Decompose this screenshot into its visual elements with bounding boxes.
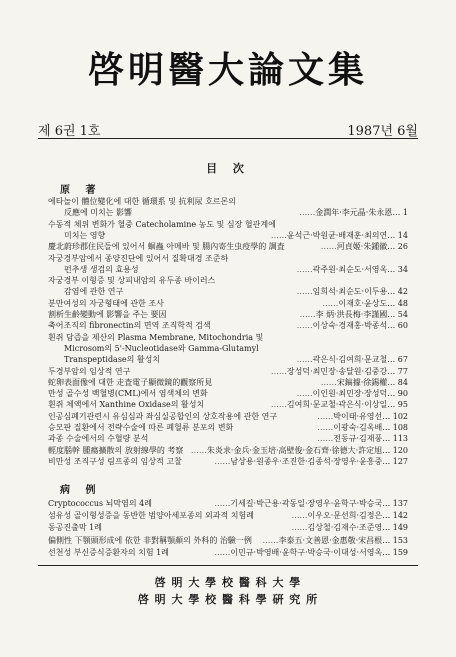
- toc-entry: [48, 230, 408, 241]
- leader-dots: ……: [270, 366, 287, 376]
- toc-entry: [48, 196, 408, 207]
- toc-entry-title: 흰쥐 체액에서 Xanthine Oxidase의 활성치: [48, 400, 205, 410]
- toc-entry: [48, 298, 408, 309]
- toc-entry-authors: 김상철·김재수·조준영: [307, 523, 383, 533]
- toc-entry: [48, 309, 408, 320]
- toc-entry-page: … 142: [382, 511, 408, 521]
- toc-entry-authors: 장성덕·최민장·송달원·김중강: [286, 366, 388, 376]
- toc-entry-page: … 67: [387, 355, 408, 365]
- toc-entry: [48, 445, 408, 456]
- leader-dots: ……: [296, 321, 313, 331]
- toc-entry-title: 割析生齡變動에 影響을 주는 要因: [48, 310, 167, 319]
- toc-entry-page: … 153: [382, 535, 408, 545]
- toc-entry: [48, 219, 408, 230]
- leader-dots: ……: [214, 499, 231, 508]
- toc-entry-title: 선천성 부신증식증환자의 치험 1례: [48, 547, 169, 557]
- toc-entry-authors: 이재호·윤상도: [338, 298, 388, 308]
- leader-dots: ……: [320, 377, 337, 387]
- toc-heading: 目 次: [206, 162, 250, 175]
- toc-entry-title: Cryptococcus 뇌막염의 4례: [48, 499, 152, 508]
- issue-volume: 제 6권 1호: [38, 124, 101, 139]
- toc-entry-title: 자궁경부 이형증 및 상피내암의 유두종 바이러스: [48, 276, 216, 286]
- bottom-rule: [38, 565, 418, 566]
- toc-entry-title: 인공심폐기관련시 유심심과 좌심실공합인의 상호작용에 관한 연구: [48, 411, 278, 421]
- toc-entry-title: 축어조직의 fibronectin의 면역 조직학적 검색: [48, 321, 211, 331]
- toc-entry-page: … 26: [387, 242, 408, 252]
- toc-entry-authors: 이상숙·경재홍·박종석: [312, 321, 388, 331]
- toc-entry-authors: 李泰五·文善恩·金惠敬·宋昌根: [278, 535, 383, 545]
- leader-dots: ……: [317, 411, 334, 421]
- toc-entry-page: … 95: [387, 400, 408, 410]
- leader-dots: ……: [291, 511, 308, 521]
- toc-entry: [48, 377, 408, 388]
- toc-entry-title: 에타놀이 體位變化에 대한 循環系 및 抗利尿 호르몬의: [48, 197, 236, 206]
- toc-entry-authors: 기세길·박근용·곽동일·장영우·윤학구·박승국: [230, 499, 383, 508]
- toc-entry: [48, 510, 408, 521]
- toc-entry: [48, 388, 408, 399]
- toc-entry: [48, 332, 408, 343]
- toc-entry-title: 偏側性 下顎頭形成에 依한 非對稱顎顏의 外科的 治驗一例: [48, 535, 252, 545]
- toc-entry-page: … 108: [382, 423, 408, 432]
- toc-entry: [48, 535, 408, 546]
- toc-entry-page: … 34: [387, 264, 408, 274]
- toc-entry-page: … 54: [387, 310, 408, 319]
- publisher-line-2: 啓 明 大 學 校 醫 科 學 硏 究 所: [137, 593, 319, 606]
- leader-dots: ……: [270, 400, 287, 410]
- toc-entry: [48, 411, 408, 422]
- issue-date: 1987년 6월: [347, 124, 418, 139]
- toc-entry-page: … 159: [382, 547, 408, 557]
- toc-entry: [48, 264, 408, 275]
- toc-entry-title: Microsom의 5'-Nucleotidase와 Gamma-Glutamyl: [64, 343, 259, 353]
- toc-entry: [48, 354, 408, 365]
- toc-entry-title: 輕度腦幹 腫瘍擴散의 放射線學的 考察: [48, 445, 184, 455]
- toc-entry: [48, 547, 408, 558]
- toc-entry-authors: 이인원·최민장·장성덕: [312, 389, 388, 399]
- toc-entry-page: … 149: [382, 523, 408, 533]
- toc-entry-authors: 朱炎求·金兵·金玉培·高壁俊·金石齊·徐德大·許定旭: [206, 445, 383, 455]
- toc-entry-authors: 남상용·원종우·조진한·김종석·장영우·윤흥중: [230, 456, 383, 466]
- toc-entry-title: Transpeptidase의 활성치: [64, 355, 161, 365]
- toc-entry-page: … 137: [382, 499, 408, 508]
- toc-entry-authors: 李 炳·洪長梅·李謹國: [315, 310, 388, 319]
- toc-entry-title: 과종 수술에서의 수혈량 분석: [48, 434, 149, 444]
- toc-entry-title: 분만여성의 자궁형태에 관한 조사: [48, 298, 164, 308]
- toc-entry-page: … 90: [387, 389, 408, 399]
- leader-dots: ……: [262, 535, 279, 545]
- toc-entry-page: … 14: [387, 230, 408, 240]
- journal-title: 啓明醫大論文集: [87, 50, 368, 91]
- section-originals-label: 原 著: [60, 185, 102, 196]
- toc-entry-page: … 102: [382, 411, 408, 421]
- toc-entry-page: … 77: [387, 366, 408, 376]
- toc-entry-authors: 宋鎬據·徐錫權: [336, 377, 388, 387]
- leader-dots: ……: [317, 434, 334, 444]
- toc-entry-title: 승모판 질환에서 전략수술에 따른 폐혈류 분포의 변화: [48, 423, 234, 432]
- leader-dots: ……: [296, 355, 313, 365]
- leader-dots: ……: [322, 298, 339, 308]
- toc-entry: [48, 422, 408, 433]
- toc-entry-title: 두경부암의 임상적 연구: [48, 366, 131, 376]
- toc-entry-authors: 윤석근·박원균·배재훈·최의연: [286, 230, 388, 240]
- toc-entry: [48, 253, 408, 264]
- toc-entry-title: 蛇卵表面像에 대한 走査電子顯微鏡的觀察所見: [48, 377, 213, 387]
- toc-entry: [48, 286, 408, 297]
- toc-entry-authors: 이민규·박영배·윤학구·박승국·이대성·서영옥: [230, 547, 383, 557]
- toc-entry-title: 慶北蔚珍郡住民들에 있어서 蛔蟲 아메바 및 腸內寄生虫疫學的 調査: [48, 242, 285, 252]
- toc-entry: [48, 522, 408, 533]
- toc-entry-title: 자궁경부암에서 종양진단에 있어서 질확대경 조준하: [48, 253, 229, 263]
- toc-entry-authors: 곽은식·김여희·문교철: [312, 355, 388, 365]
- toc-entry-page: … 120: [382, 445, 408, 455]
- leader-dots: ……: [214, 547, 231, 557]
- toc-entry-page: … 113: [382, 434, 408, 444]
- toc-entry: [48, 275, 408, 286]
- toc-entry: [48, 433, 408, 444]
- toc-entry-title: 비만성 조직구성 림프종의 임상적 고찰: [48, 456, 182, 466]
- top-rule: [38, 138, 418, 139]
- toc-entry: [48, 498, 408, 509]
- toc-entry-title: 흰쥐 담즙을 제산의 Plasma Membrane, Mitochondria 및: [48, 332, 264, 342]
- toc-entry-authors: 河貞姬·朱鍾徽: [336, 242, 388, 252]
- issue-row: [38, 120, 418, 139]
- leader-dots: ……: [296, 287, 313, 297]
- toc-entry-authors: 전동규·김재풍: [333, 434, 383, 444]
- leader-dots: ……: [317, 423, 334, 432]
- toc-entry-page: … 60: [387, 321, 408, 331]
- toc-entry-title: 미치는 영향: [64, 230, 106, 240]
- toc-entry-authors: 임희석·최순도·이두용: [312, 287, 388, 297]
- leader-dots: ……: [291, 523, 308, 533]
- toc-entry-title: 동공진출막 1례: [48, 523, 103, 533]
- toc-entry-title: 反應에 미치는 影響: [64, 208, 132, 218]
- toc-entry-page: … 1: [392, 208, 408, 218]
- leader-dots: ……: [299, 310, 316, 319]
- leader-dots: ……: [190, 445, 207, 455]
- section-cases-label: 病 例: [60, 485, 102, 496]
- publisher-line-1: 啓 明 大 學 校 醫 科 大 學: [154, 576, 302, 589]
- toc-entry-page: … 42: [387, 287, 408, 297]
- leader-dots: ……: [320, 242, 337, 252]
- leader-dots: ……: [296, 264, 313, 274]
- toc-entry-authors: 김여희·문교철·곽은식·이상일: [286, 400, 388, 410]
- toc-entry-title: 만성 골수성 백혈병(CML)에서 염색체의 변화: [48, 389, 208, 399]
- toc-entry: [48, 241, 408, 252]
- toc-entry: [48, 207, 408, 218]
- toc-entry-title: 감염에 관한 연구: [64, 287, 124, 297]
- toc-entry-page: … 127: [382, 456, 408, 466]
- toc-entry-authors: 이우오·문선희·김정은: [307, 511, 383, 521]
- toc-entry-authors: 金潤年·李元晶·朱永恩: [315, 208, 393, 218]
- leader-dots: ……: [214, 456, 231, 466]
- toc-entry-authors: 박이태·유영선: [333, 411, 383, 421]
- toc-entry-title: 섬유성 골이형성증을 동반한 범양아세포종의 외과적 치험례: [48, 511, 254, 521]
- leader-dots: ……: [299, 208, 316, 218]
- leader-dots: ……: [270, 230, 287, 240]
- toc-entry-page: … 48: [387, 298, 408, 308]
- toc-entry: [48, 343, 408, 354]
- toc-entry: [48, 320, 408, 331]
- toc-entry-title: 펀추생 생검의 효용성: [64, 264, 139, 274]
- toc-entry: [48, 456, 408, 467]
- toc-entry-page: … 84: [387, 377, 408, 387]
- leader-dots: ……: [296, 389, 313, 399]
- toc-entry: [48, 366, 408, 377]
- toc-entry: [48, 399, 408, 410]
- toc-entry-authors: 곽주원·최순도·서영옥: [312, 264, 388, 274]
- toc-entry-title: 수동적 체위 변화가 혈중 Catecholamine 농도 및 심장 혈관계에: [48, 219, 276, 229]
- toc-entry-authors: 이광숙·김옥배: [333, 423, 383, 432]
